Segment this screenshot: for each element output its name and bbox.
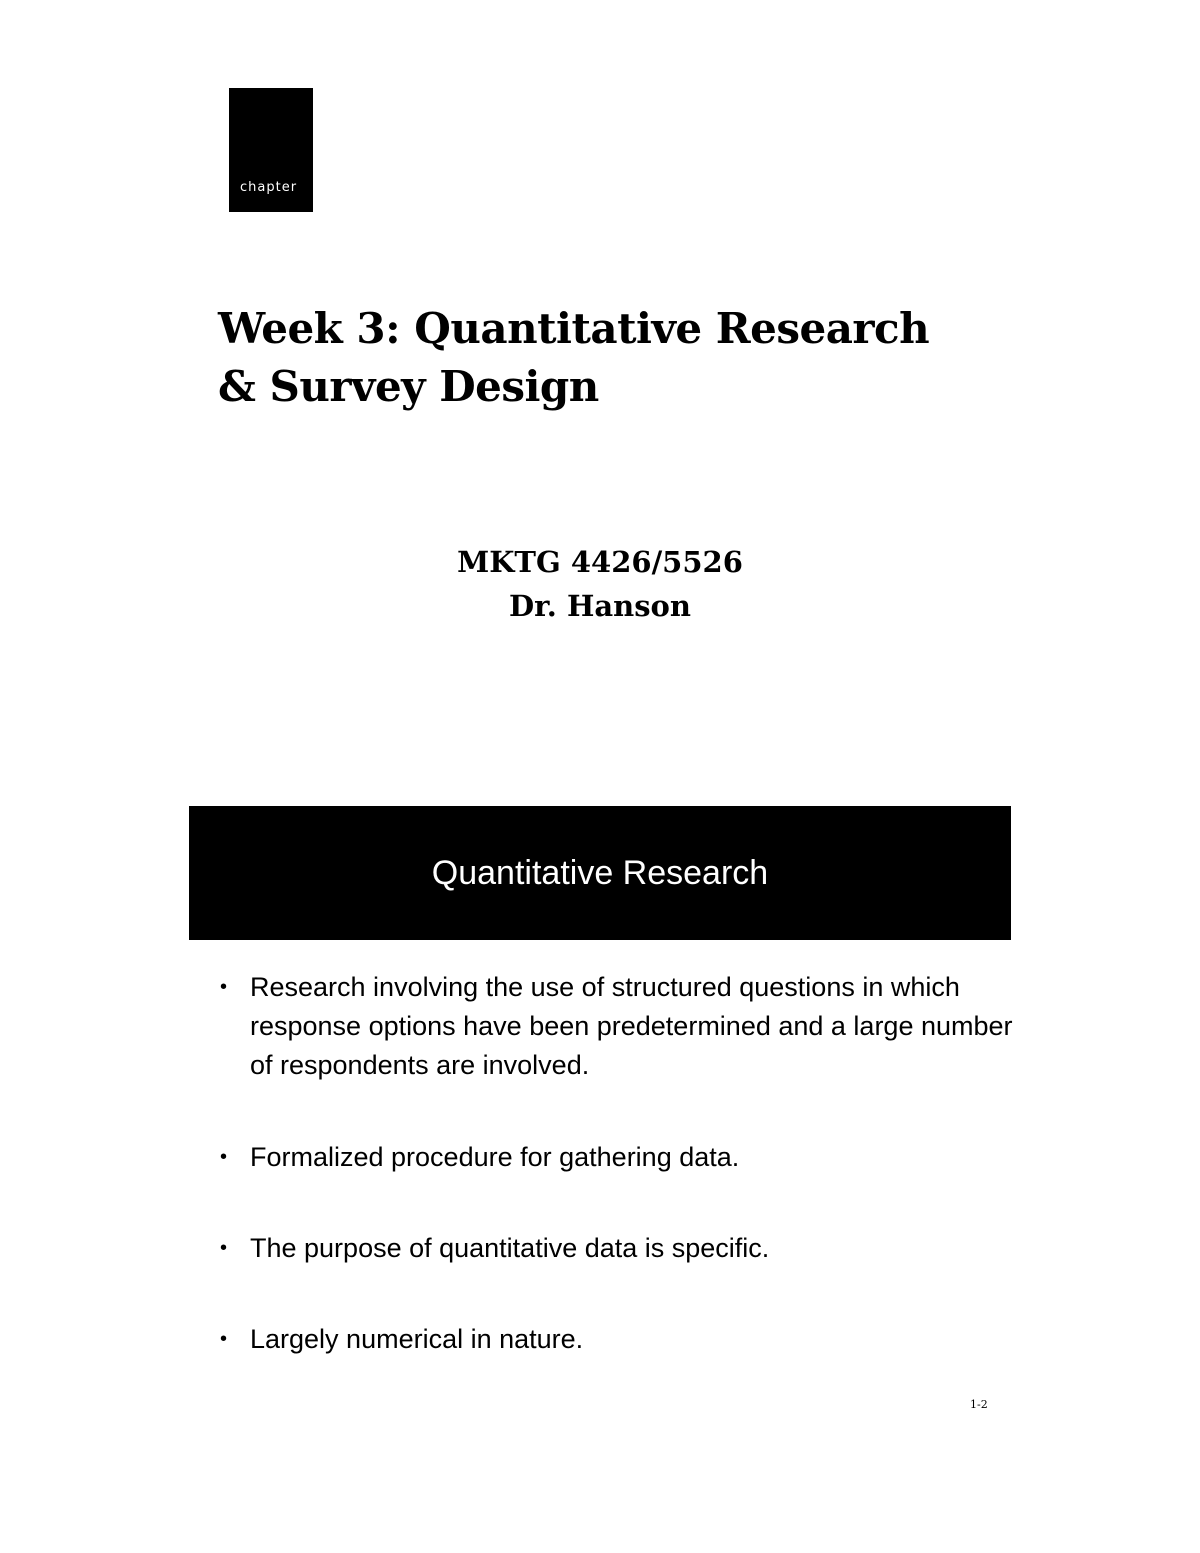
list-item bbox=[218, 1320, 1018, 1359]
bullet-text: The purpose of quantitative data is specific. bbox=[250, 1233, 770, 1263]
bullet-text: Research involving the use of structured questions in which response options have been predetermined and a large number of respondents are involved. bbox=[250, 972, 1013, 1080]
bullet-icon: • bbox=[220, 1237, 228, 1259]
list-item bbox=[218, 1229, 1018, 1268]
bullet-text: Largely numerical in nature. bbox=[250, 1324, 584, 1354]
slide-header bbox=[189, 806, 1011, 940]
bullet-icon: • bbox=[220, 1328, 228, 1350]
bullet-text: Formalized procedure for gathering data. bbox=[250, 1142, 740, 1172]
page-title bbox=[218, 300, 929, 416]
page-number: 1-2 bbox=[970, 1398, 988, 1411]
slide-header-title: Quantitative Research bbox=[431, 853, 769, 892]
bullet-list bbox=[218, 968, 1018, 1411]
course-code: MKTG 4426/5526 bbox=[457, 545, 743, 579]
title-line-2: & Survey Design bbox=[218, 362, 599, 411]
list-item bbox=[218, 968, 1018, 1085]
title-line-1: Week 3: Quantitative Research bbox=[218, 304, 930, 353]
course-info bbox=[0, 540, 1200, 628]
chapter-label: chapter bbox=[240, 180, 298, 195]
instructor-name: Dr. Hanson bbox=[509, 589, 691, 623]
bullet-icon: • bbox=[220, 1146, 228, 1168]
bullet-icon: • bbox=[220, 976, 228, 998]
chapter-badge bbox=[229, 88, 313, 212]
list-item bbox=[218, 1138, 1018, 1177]
